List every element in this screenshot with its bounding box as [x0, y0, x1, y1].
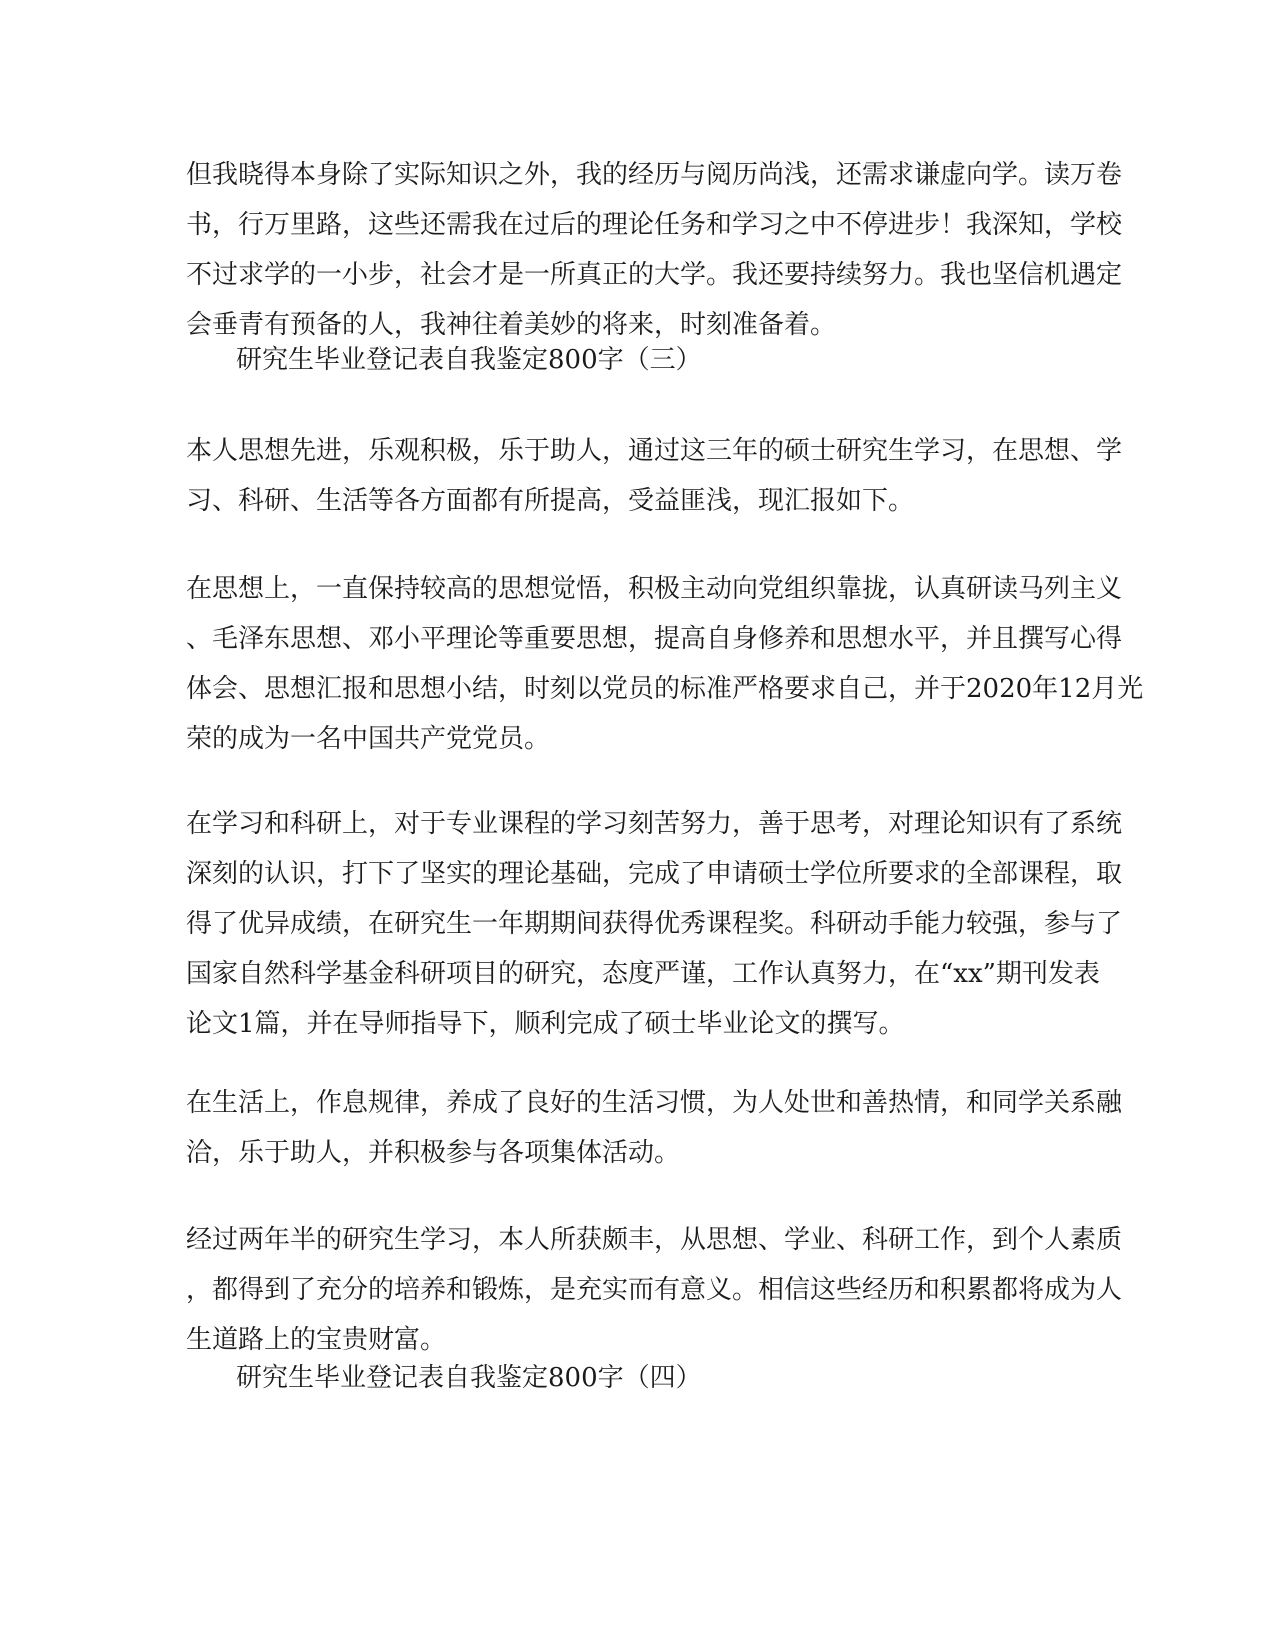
intro-paragraph [186, 150, 1123, 350]
text-line: 不过求学的一小步，社会才是一所真正的大学。我还要持续努力。我也坚信机遇定 [186, 260, 1123, 290]
text-line: 生道路上的宝贵财富。 [186, 1325, 447, 1355]
text-line: 但我晓得本身除了实际知识之外，我的经历与阅历尚浅，还需求谦虚向学。读万卷 [186, 160, 1123, 190]
text-line: 荣的成为一名中国共产党党员。 [186, 724, 551, 754]
text-line: 、毛泽东思想、邓小平理论等重要思想，提高自身修养和思想水平，并且撰写心得 [186, 624, 1123, 654]
study-research-paragraph [186, 799, 1123, 1049]
text-line: 国家自然科学基金科研项目的研究，态度严谨，工作认真努力，在“xx”期刊发表 [186, 959, 1100, 989]
text-line: 深刻的认识，打下了坚实的理论基础，完成了申请硕士学位所要求的全部课程，取 [186, 859, 1123, 889]
thought-paragraph [186, 564, 1144, 764]
text-line: 洽，乐于助人，并积极参与各项集体活动。 [186, 1138, 681, 1168]
conclusion-paragraph [186, 1215, 1123, 1365]
text-line: 会垂青有预备的人，我神往着美妙的将来，时刻准备着。 [186, 310, 837, 340]
text-line: 在思想上，一直保持较高的思想觉悟，积极主动向党组织靠拢，认真研读马列主义 [186, 574, 1123, 604]
text-line: 论文1篇，并在导师指导下，顺利完成了硕士毕业论文的撰写。 [186, 1009, 905, 1039]
text-line: 在学习和科研上，对于专业课程的学习刻苦努力，善于思考，对理论知识有了系统 [186, 809, 1123, 839]
text-line: 得了优异成绩，在研究生一年期期间获得优秀课程奖。科研动手能力较强，参与了 [186, 909, 1123, 939]
text-line: 本人思想先进，乐观积极，乐于助人，通过这三年的硕士研究生学习，在思想、学 [186, 436, 1123, 466]
text-line: 习、科研、生活等各方面都有所提高，受益匪浅，现汇报如下。 [186, 486, 915, 516]
life-paragraph [186, 1078, 1123, 1178]
section-heading-3: 研究生毕业登记表自我鉴定800字（三） [236, 345, 702, 375]
summary-paragraph [186, 426, 1123, 526]
section-heading-4: 研究生毕业登记表自我鉴定800字（四） [236, 1363, 702, 1393]
text-line: ，都得到了充分的培养和锻炼，是充实而有意义。相信这些经历和积累都将成为人 [186, 1275, 1123, 1305]
text-line: 书，行万里路，这些还需我在过后的理论任务和学习之中不停进步！我深知，学校 [186, 210, 1123, 240]
text-line: 在生活上，作息规律，养成了良好的生活习惯，为人处世和善热情，和同学关系融 [186, 1088, 1123, 1118]
text-line: 经过两年半的研究生学习，本人所获颇丰，从思想、学业、科研工作，到个人素质 [186, 1225, 1123, 1255]
text-line: 体会、思想汇报和思想小结，时刻以党员的标准严格要求自己，并于2020年12月光 [186, 674, 1144, 704]
